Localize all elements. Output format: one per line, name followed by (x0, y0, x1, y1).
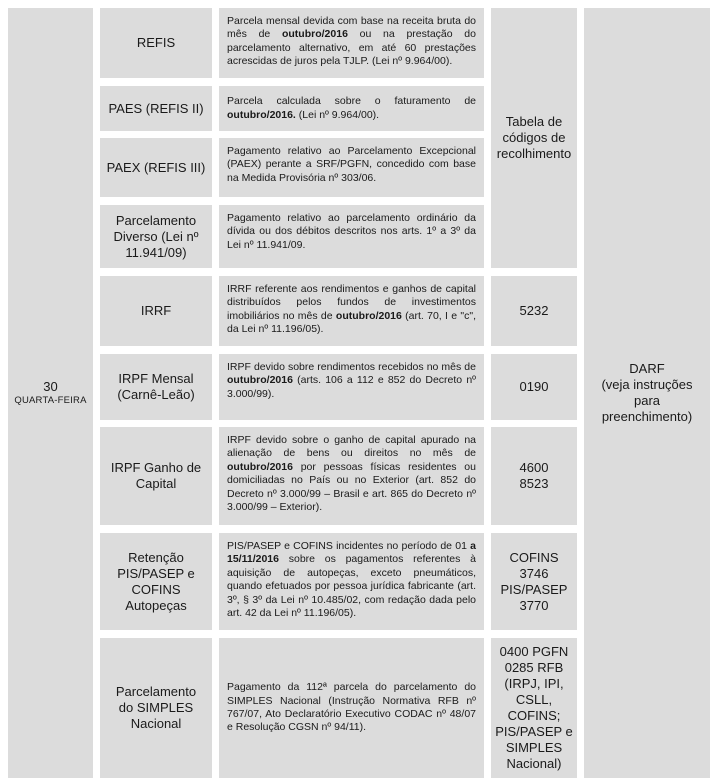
row-name: Parcelamento do SIMPLES Nacional (115, 684, 197, 731)
row-description-text (227, 95, 476, 122)
row-name-cell (100, 427, 212, 525)
payment-code: SIMPLES (505, 740, 563, 755)
row-description-text (227, 361, 476, 401)
payment-code: 3770 (519, 597, 549, 613)
row-description-text (227, 681, 476, 735)
payment-code: 0400 PGFN (499, 644, 569, 659)
description-emphasis: outubro/2016 (227, 460, 293, 473)
document-line-2: (veja instruções para (601, 377, 693, 408)
row-name-cell (100, 8, 212, 78)
description-segment: Pagamento relativo ao parcelamento ordinário da dívida ou dos débitos descritos nos arts. 1º a 3º da Lei nº 11.941/09. (227, 212, 476, 251)
description-segment: PIS/PASEP e COFINS incidentes no período de 01 (227, 540, 471, 552)
row-description (219, 427, 484, 525)
description-segment: IRPF devido sobre rendimentos recebidos no mês de (227, 361, 476, 373)
description-segment: (Lei nº 9.964/00). (295, 108, 380, 121)
payment-code: 0190 (519, 379, 549, 394)
row-description-text (227, 540, 476, 620)
row-name-cell (100, 354, 212, 420)
row-name: IRRF (140, 303, 172, 318)
description-segment: sobre os pagamentos referentes à aquisição de autopeças, exceto pneumáticos, quando efetuados por pessoa jurídica fabricante (art. 3º, § 3º da Lei nº 10.485/02, com redação dada pelo art. 42 da Lei nº 11.196/05). (227, 553, 476, 620)
row-description (219, 638, 484, 778)
shared-code-cell (491, 8, 577, 268)
row-name: Parcelamento Diverso (Lei nº 11.941/09) (113, 212, 199, 260)
payment-code: 5232 (519, 303, 549, 318)
row-codes (520, 303, 549, 319)
description-emphasis: outubro/2016 (281, 28, 348, 41)
row-code-cell (491, 276, 577, 346)
description-emphasis: a 15/11/2016 (227, 540, 476, 566)
description-emphasis: outubro/2016 (227, 374, 293, 387)
row-codes (520, 460, 549, 492)
row-description-text (227, 212, 476, 252)
row-code-cell (491, 354, 577, 420)
row-name-cell (100, 205, 212, 268)
row-name-cell (100, 138, 212, 197)
payment-code: 8523 (519, 476, 549, 491)
document-line-3: preenchimento) (601, 409, 693, 424)
row-code-cell (491, 427, 577, 525)
document-cell (584, 8, 710, 778)
row-description (219, 205, 484, 268)
description-emphasis: outubro/2016 (335, 309, 402, 322)
row-code-cell (491, 533, 577, 630)
description-segment: ou na prestação do parcelamento alternativo, em até 60 prestações acrescidas de juros pela TJLP. (Lei nº 9.964/00). (227, 28, 476, 68)
row-codes (495, 644, 573, 772)
row-description-text (227, 15, 476, 69)
payment-code: PIS/PASEP e (495, 724, 573, 739)
document-line-1: DARF (629, 361, 665, 376)
row-description-text (227, 283, 476, 337)
description-segment: por pessoas físicas residentes ou domiciliadas no País ou no Exterior (art. 852 do Decreto nº 3.000/99 – Brasil e art. 865 do Decreto nº 3.000/99 – Exterior). (227, 460, 476, 514)
payment-code: 3746 (519, 565, 549, 581)
shared-code-text: Tabela de códigos de recolhimento (496, 114, 572, 161)
row-codes (501, 550, 568, 614)
row-codes (520, 379, 549, 395)
row-name: IRPF Mensal (Carnê-Leão) (117, 371, 195, 402)
description-segment: IRRF referente aos rendimentos e ganhos de capital distribuídos pelos fundos de investimentos imobiliários no mês de (227, 283, 476, 322)
description-segment: (art. 70, I e "c", da Lei nº 11.196/05). (227, 309, 476, 336)
description-segment: Parcela calculada sobre o faturamento de (227, 95, 476, 108)
row-description-text (227, 145, 476, 185)
row-description (219, 86, 484, 131)
row-name: PAEX (REFIS III) (106, 159, 206, 175)
row-description (219, 8, 484, 78)
payment-code: (IRPJ, IPI, (504, 676, 564, 691)
row-description (219, 276, 484, 346)
row-name-cell (100, 86, 212, 131)
row-name: Retenção PIS/PASEP e COFINS Autopeças (117, 549, 195, 613)
description-segment: IRPF devido sobre o ganho de capital apurado na alienação de bens ou direitos no mês de (227, 434, 476, 460)
description-segment: Pagamento da 112ª parcela do parcelamento do SIMPLES Nacional (Instrução Normativa RFB nº 767/07, Ato Declaratório Executivo CODAC nº 48/07 e Resolução CGSN nº 94/11). (227, 681, 476, 734)
row-name-cell (100, 638, 212, 778)
row-description (219, 533, 484, 630)
description-segment: Parcela mensal devida com base na receita bruta do mês de (227, 15, 476, 41)
row-description-text (227, 434, 476, 514)
row-description (219, 138, 484, 197)
row-name-cell (100, 533, 212, 630)
payment-code: CSLL, (515, 692, 553, 707)
description-emphasis: outubro/2016. (227, 108, 296, 121)
payment-code: PIS/PASEP (500, 581, 568, 597)
row-name: REFIS (136, 35, 176, 50)
date-weekday: QUARTA-FEIRA (14, 395, 87, 406)
description-segment: Pagamento relativo ao Parcelamento Excepcional (PAEX) perante a SRF/PGFN, concedido com base na Medida Provisória nº 303/06. (227, 145, 476, 184)
payment-code: Nacional) (506, 756, 562, 771)
row-code-cell (491, 638, 577, 778)
row-name: PAES (REFIS II) (108, 100, 204, 116)
payment-code: COFINS (509, 549, 559, 565)
payment-code: 0285 RFB (504, 660, 564, 675)
description-segment: (arts. 106 a 112 e 852 do Decreto nº 3.000/99). (227, 374, 476, 400)
row-description (219, 354, 484, 420)
row-name: IRPF Ganho de Capital (110, 460, 202, 491)
date-day: 30 (43, 379, 58, 394)
date-cell (8, 8, 93, 778)
payment-code: COFINS; (507, 708, 561, 723)
payment-code: 4600 (519, 460, 549, 475)
row-name-cell (100, 276, 212, 346)
